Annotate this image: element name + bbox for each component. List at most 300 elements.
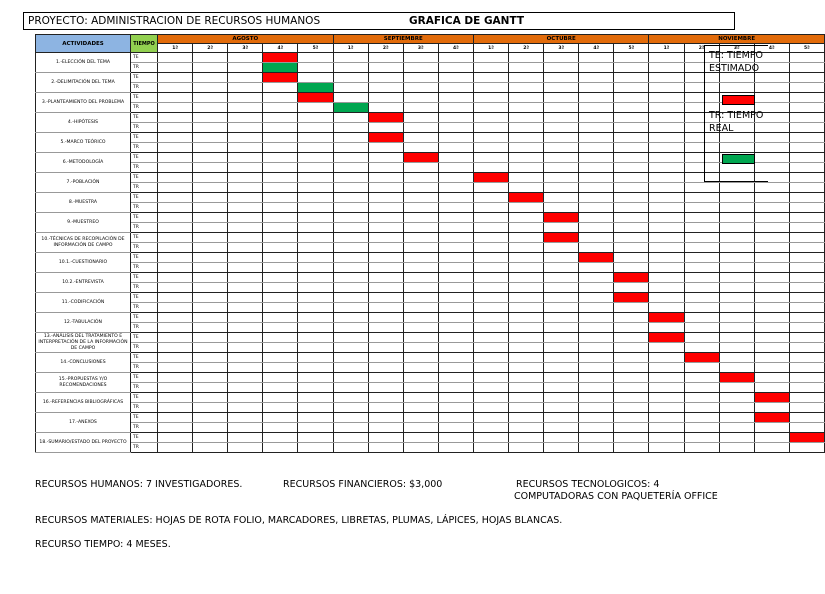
week-cell — [263, 143, 298, 153]
week-cell — [614, 193, 649, 203]
week-cell — [263, 443, 298, 453]
table-row — [36, 263, 825, 273]
week-cell — [614, 313, 649, 323]
week-cell — [158, 433, 193, 443]
week-cell — [509, 383, 544, 393]
week-cell — [473, 323, 508, 333]
week-cell — [333, 203, 368, 213]
week-cell — [263, 293, 298, 303]
week-cell — [544, 153, 579, 163]
week-cell — [509, 313, 544, 323]
week-cell — [438, 313, 473, 323]
week-cell — [228, 443, 263, 453]
week-cell — [228, 333, 263, 343]
week-cell — [368, 293, 403, 303]
activity-name: 12.-TABULACIÓN — [36, 313, 131, 333]
week-cell — [158, 103, 193, 113]
week-cell — [403, 233, 438, 243]
week-cell — [579, 163, 614, 173]
week-cell — [403, 283, 438, 293]
week-cell — [579, 343, 614, 353]
week-cell — [228, 193, 263, 203]
week-cell — [368, 433, 403, 443]
week-cell — [509, 73, 544, 83]
week-cell — [789, 373, 824, 383]
week-cell — [684, 183, 719, 193]
week-cell — [509, 123, 544, 133]
week-cell — [333, 73, 368, 83]
week-cell — [649, 113, 684, 123]
week-cell — [403, 103, 438, 113]
week-cell — [438, 183, 473, 193]
table-row — [36, 213, 825, 223]
week-cell — [228, 283, 263, 293]
week-cell — [789, 333, 824, 343]
week-cell — [754, 363, 789, 373]
activity-name: 14.-CONCLUSIONES — [36, 353, 131, 373]
title-bar — [23, 12, 735, 30]
week-cell — [158, 83, 193, 93]
week-cell — [158, 443, 193, 453]
time-type: TR — [131, 303, 158, 313]
week-cell — [298, 183, 333, 193]
week-cell — [193, 183, 228, 193]
week-cell — [684, 443, 719, 453]
week-cell — [333, 443, 368, 453]
week-cell — [298, 103, 333, 113]
week-cell — [228, 93, 263, 103]
time-type: TR — [131, 403, 158, 413]
week-cell — [544, 223, 579, 233]
week-cell — [263, 243, 298, 253]
week-cell — [298, 363, 333, 373]
week-cell — [754, 193, 789, 203]
week-cell — [579, 433, 614, 443]
week-cell — [579, 213, 614, 223]
week-cell — [544, 243, 579, 253]
week-cell — [579, 423, 614, 433]
week-header: 5ª — [789, 44, 824, 53]
week-cell — [368, 373, 403, 383]
time-type: TR — [131, 203, 158, 213]
week-cell — [403, 383, 438, 393]
week-cell — [473, 313, 508, 323]
week-cell — [298, 123, 333, 133]
week-cell — [193, 83, 228, 93]
week-cell — [368, 233, 403, 243]
week-cell — [333, 83, 368, 93]
table-row — [36, 243, 825, 253]
week-cell — [158, 273, 193, 283]
week-cell — [544, 93, 579, 103]
bar-estimated — [684, 353, 719, 363]
week-cell — [719, 443, 754, 453]
week-cell — [368, 203, 403, 213]
week-cell — [509, 403, 544, 413]
week-cell — [263, 273, 298, 283]
table-row — [36, 223, 825, 233]
week-cell — [193, 63, 228, 73]
week-cell — [473, 73, 508, 83]
week-cell — [158, 213, 193, 223]
week-cell — [263, 393, 298, 403]
week-cell — [754, 233, 789, 243]
week-cell — [614, 73, 649, 83]
week-cell — [579, 333, 614, 343]
week-cell — [789, 283, 824, 293]
week-cell — [579, 203, 614, 213]
week-cell — [193, 363, 228, 373]
week-cell — [298, 303, 333, 313]
table-row — [36, 333, 825, 343]
week-cell — [789, 73, 824, 83]
week-cell — [509, 153, 544, 163]
week-cell — [333, 313, 368, 323]
week-cell — [754, 273, 789, 283]
week-cell — [228, 213, 263, 223]
week-cell — [298, 243, 333, 253]
week-cell — [754, 283, 789, 293]
bar-estimated — [649, 313, 684, 323]
week-cell — [789, 53, 824, 63]
week-cell — [263, 153, 298, 163]
week-cell — [719, 253, 754, 263]
week-cell — [614, 433, 649, 443]
week-cell — [719, 383, 754, 393]
table-row — [36, 193, 825, 203]
week-cell — [789, 303, 824, 313]
week-cell — [473, 203, 508, 213]
week-cell — [228, 73, 263, 83]
week-cell — [579, 133, 614, 143]
week-cell — [509, 413, 544, 423]
week-cell — [614, 303, 649, 313]
week-cell — [193, 113, 228, 123]
week-cell — [298, 193, 333, 203]
week-cell — [719, 303, 754, 313]
week-cell — [754, 203, 789, 213]
week-cell — [649, 343, 684, 353]
week-cell — [614, 363, 649, 373]
week-cell — [158, 73, 193, 83]
week-cell — [368, 173, 403, 183]
week-cell — [754, 353, 789, 363]
week-cell — [403, 113, 438, 123]
week-cell — [719, 423, 754, 433]
week-cell — [333, 293, 368, 303]
time-type: TE — [131, 353, 158, 363]
week-cell — [438, 163, 473, 173]
week-cell — [579, 443, 614, 453]
week-cell — [473, 143, 508, 153]
week-cell — [473, 303, 508, 313]
week-cell — [403, 313, 438, 323]
week-cell — [614, 63, 649, 73]
week-cell — [333, 153, 368, 163]
week-cell — [263, 123, 298, 133]
week-cell — [684, 363, 719, 373]
week-cell — [614, 253, 649, 263]
week-cell — [333, 413, 368, 423]
week-cell — [368, 313, 403, 323]
week-cell — [298, 73, 333, 83]
week-cell — [403, 173, 438, 183]
week-cell — [754, 183, 789, 193]
week-cell — [544, 403, 579, 413]
activity-name: 16.-REFERENCIAS BIBLIOGRÁFICAS — [36, 393, 131, 413]
week-cell — [403, 143, 438, 153]
week-cell — [193, 403, 228, 413]
week-cell — [649, 193, 684, 203]
week-cell — [403, 403, 438, 413]
week-cell — [789, 253, 824, 263]
week-cell — [544, 193, 579, 203]
week-cell — [333, 113, 368, 123]
week-cell — [509, 113, 544, 123]
week-cell — [228, 103, 263, 113]
week-cell — [649, 143, 684, 153]
week-cell — [333, 323, 368, 333]
week-cell — [193, 333, 228, 343]
week-cell — [579, 313, 614, 323]
bar-estimated — [789, 433, 824, 443]
week-cell — [193, 253, 228, 263]
week-cell — [368, 143, 403, 153]
week-cell — [228, 263, 263, 273]
week-cell — [228, 83, 263, 93]
week-cell — [789, 403, 824, 413]
week-cell — [263, 203, 298, 213]
activity-name: 5.-MARCO TEÓRICO — [36, 133, 131, 153]
time-type: TR — [131, 383, 158, 393]
week-cell — [368, 263, 403, 273]
week-cell — [263, 223, 298, 233]
week-cell — [649, 243, 684, 253]
week-cell — [193, 143, 228, 153]
activity-name: 2.-DELIMITACIÓN DEL TEMA — [36, 73, 131, 93]
week-header: 1ª — [333, 44, 368, 53]
chart-title: GRAFICA DE GANTT — [409, 15, 525, 27]
week-cell — [403, 433, 438, 443]
week-cell — [614, 323, 649, 333]
week-cell — [544, 113, 579, 123]
week-cell — [158, 393, 193, 403]
week-cell — [719, 363, 754, 373]
week-header: 3ª — [403, 44, 438, 53]
month-header: NOVIEMBRE — [649, 35, 825, 44]
week-cell — [438, 403, 473, 413]
week-cell — [403, 423, 438, 433]
week-cell — [509, 233, 544, 243]
week-cell — [614, 413, 649, 423]
week-cell — [579, 63, 614, 73]
bar-estimated — [614, 293, 649, 303]
week-cell — [438, 213, 473, 223]
week-cell — [158, 93, 193, 103]
week-cell — [684, 283, 719, 293]
week-cell — [684, 393, 719, 403]
time-type: TR — [131, 423, 158, 433]
week-cell — [368, 413, 403, 423]
week-cell — [368, 183, 403, 193]
week-header: 3ª — [228, 44, 263, 53]
bar-real — [263, 63, 298, 73]
week-cell — [684, 253, 719, 263]
week-cell — [544, 173, 579, 183]
week-cell — [473, 53, 508, 63]
week-cell — [298, 293, 333, 303]
week-cell — [473, 133, 508, 143]
time-type: TE — [131, 93, 158, 103]
week-cell — [368, 393, 403, 403]
week-cell — [473, 413, 508, 423]
week-cell — [368, 123, 403, 133]
activity-name: 6.-METODOLOGÍA — [36, 153, 131, 173]
week-cell — [649, 133, 684, 143]
week-cell — [509, 423, 544, 433]
week-cell — [298, 423, 333, 433]
week-cell — [719, 213, 754, 223]
week-cell — [473, 393, 508, 403]
week-cell — [684, 233, 719, 243]
week-cell — [473, 223, 508, 233]
activity-name: 9.-MUESTREO — [36, 213, 131, 233]
week-cell — [158, 53, 193, 63]
week-cell — [193, 53, 228, 63]
week-cell — [789, 113, 824, 123]
week-cell — [544, 143, 579, 153]
week-cell — [649, 123, 684, 133]
week-cell — [754, 373, 789, 383]
week-cell — [579, 153, 614, 163]
week-cell — [438, 173, 473, 183]
week-cell — [789, 183, 824, 193]
bar-real — [333, 103, 368, 113]
week-cell — [649, 283, 684, 293]
time-type: TR — [131, 183, 158, 193]
activity-name: 7.-POBLACIÓN — [36, 173, 131, 193]
week-cell — [368, 223, 403, 233]
week-cell — [473, 113, 508, 123]
week-cell — [649, 393, 684, 403]
week-cell — [579, 113, 614, 123]
time-type: TR — [131, 323, 158, 333]
week-cell — [333, 213, 368, 223]
week-cell — [719, 353, 754, 363]
project-title: PROYECTO: ADMINISTRACION DE RECURSOS HUMANOS — [28, 15, 321, 27]
table-row — [36, 353, 825, 363]
week-cell — [228, 173, 263, 183]
footer-human-resources: RECURSOS HUMANOS: 7 INVESTIGADORES. — [35, 479, 243, 490]
week-cell — [403, 443, 438, 453]
bar-estimated — [368, 133, 403, 143]
week-cell — [403, 193, 438, 203]
week-cell — [403, 353, 438, 363]
week-cell — [789, 243, 824, 253]
week-cell — [719, 413, 754, 423]
week-cell — [158, 243, 193, 253]
week-cell — [579, 93, 614, 103]
week-cell — [368, 63, 403, 73]
week-cell — [438, 53, 473, 63]
week-cell — [719, 323, 754, 333]
time-type: TE — [131, 253, 158, 263]
week-cell — [614, 163, 649, 173]
week-cell — [509, 443, 544, 453]
week-cell — [579, 403, 614, 413]
week-cell — [509, 93, 544, 103]
week-cell — [158, 313, 193, 323]
week-cell — [193, 103, 228, 113]
week-cell — [193, 373, 228, 383]
week-cell — [719, 343, 754, 353]
week-cell — [333, 93, 368, 103]
week-cell — [754, 443, 789, 453]
week-cell — [544, 123, 579, 133]
week-cell — [754, 383, 789, 393]
week-cell — [298, 113, 333, 123]
week-cell — [263, 423, 298, 433]
month-header: SEPTIEMBRE — [333, 35, 473, 44]
week-cell — [298, 53, 333, 63]
week-cell — [368, 333, 403, 343]
week-cell — [333, 183, 368, 193]
week-cell — [614, 143, 649, 153]
week-header: 3ª — [719, 44, 754, 53]
week-cell — [263, 83, 298, 93]
week-cell — [298, 63, 333, 73]
week-header: 2ª — [684, 44, 719, 53]
week-cell — [438, 103, 473, 113]
week-cell — [684, 423, 719, 433]
week-cell — [263, 413, 298, 423]
week-cell — [544, 413, 579, 423]
week-cell — [509, 173, 544, 183]
week-cell — [158, 423, 193, 433]
week-cell — [298, 153, 333, 163]
week-cell — [438, 273, 473, 283]
week-cell — [614, 213, 649, 223]
week-header: 1ª — [649, 44, 684, 53]
bar-estimated — [719, 373, 754, 383]
week-cell — [719, 273, 754, 283]
week-cell — [614, 333, 649, 343]
week-cell — [754, 223, 789, 233]
week-cell — [544, 53, 579, 63]
week-cell — [509, 293, 544, 303]
week-cell — [368, 303, 403, 313]
week-cell — [789, 313, 824, 323]
week-cell — [754, 293, 789, 303]
week-cell — [438, 283, 473, 293]
week-cell — [473, 163, 508, 173]
week-cell — [333, 193, 368, 203]
week-cell — [579, 373, 614, 383]
week-cell — [403, 63, 438, 73]
week-cell — [473, 263, 508, 273]
week-cell — [403, 203, 438, 213]
week-cell — [403, 123, 438, 133]
week-cell — [579, 303, 614, 313]
week-cell — [544, 63, 579, 73]
week-cell — [263, 193, 298, 203]
week-cell — [614, 53, 649, 63]
week-cell — [509, 393, 544, 403]
week-cell — [509, 133, 544, 143]
table-row — [36, 323, 825, 333]
week-cell — [263, 233, 298, 243]
week-cell — [158, 153, 193, 163]
